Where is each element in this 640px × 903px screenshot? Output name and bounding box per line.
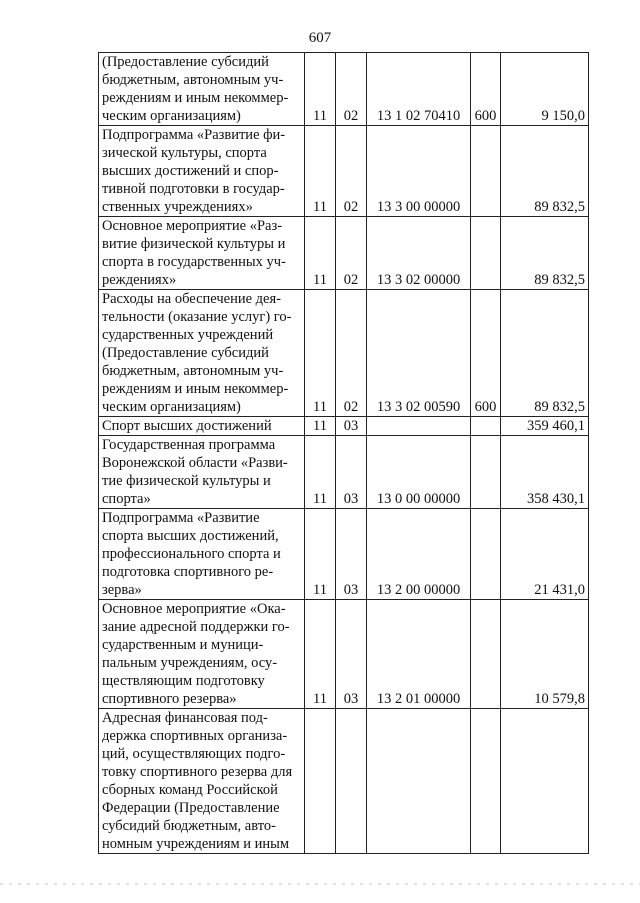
- section-code-cell: 11: [305, 290, 336, 417]
- expense-type-cell: [471, 217, 501, 290]
- subsection-code-cell: 02: [336, 217, 367, 290]
- subsection-code-cell: 03: [336, 509, 367, 600]
- section-code-cell: 11: [305, 53, 336, 126]
- subsection-code-cell: 02: [336, 53, 367, 126]
- table-row: [99, 509, 589, 600]
- row-name-cell: Основное мероприятие «Ока- зание адресной поддержки го- сударственным и муници- пальным учреждениям, осу- ществляющим подготовку спортивного резерва»: [99, 600, 305, 709]
- amount-cell: 89 832,5: [501, 126, 589, 217]
- amount-cell: 359 460,1: [501, 417, 589, 436]
- target-article-cell: 13 0 00 00000: [367, 436, 471, 509]
- table-row: [99, 436, 589, 509]
- subsection-code-cell: 02: [336, 290, 367, 417]
- table-row: [99, 600, 589, 709]
- scan-noise-line: [0, 883, 640, 885]
- target-article-cell: 13 3 02 00000: [367, 217, 471, 290]
- section-code-cell: 11: [305, 217, 336, 290]
- row-name-cell: Подпрограмма «Развитие спорта высших достижений, профессионального спорта и подготовка спортивного ре- зерва»: [99, 509, 305, 600]
- amount-cell: [501, 709, 589, 854]
- amount-cell: 9 150,0: [501, 53, 589, 126]
- expense-type-cell: 600: [471, 53, 501, 126]
- target-article-cell: 13 3 00 00000: [367, 126, 471, 217]
- row-name-cell: Расходы на обеспечение дея- тельности (оказание услуг) го- сударственных учреждений (Предоставление субсидий бюджетным, автономным уч- реждениям и иным некоммер- ческим организациям): [99, 290, 305, 417]
- expense-type-cell: [471, 509, 501, 600]
- target-article-cell: 13 2 00 00000: [367, 509, 471, 600]
- row-name-cell: Основное мероприятие «Раз- витие физической культуры и спорта в государственных уч- реждениях»: [99, 217, 305, 290]
- amount-cell: 89 832,5: [501, 290, 589, 417]
- target-article-cell: 13 2 01 00000: [367, 600, 471, 709]
- amount-cell: 10 579,8: [501, 600, 589, 709]
- section-code-cell: 11: [305, 436, 336, 509]
- expense-type-cell: 600: [471, 290, 501, 417]
- subsection-code-cell: 03: [336, 417, 367, 436]
- amount-cell: 21 431,0: [501, 509, 589, 600]
- table-row: [99, 53, 589, 126]
- page-number: 607: [308, 30, 332, 46]
- section-code-cell: 11: [305, 126, 336, 217]
- table-row: [99, 290, 589, 417]
- subsection-code-cell: 03: [336, 600, 367, 709]
- amount-cell: 358 430,1: [501, 436, 589, 509]
- target-article-cell: [367, 709, 471, 854]
- section-code-cell: 11: [305, 417, 336, 436]
- subsection-code-cell: 03: [336, 436, 367, 509]
- row-name-cell: Подпрограмма «Развитие фи- зической культуры, спорта высших достижений и спор- тивной подготовки в государ- ственных учреждениях»: [99, 126, 305, 217]
- row-name-cell: Адресная финансовая под- держка спортивных организа- ций, осуществляющих подго- товку спортивного резерва для сборных команд Российской Федерации (Предоставление субсидий бюджетным, авто- номным учреждениям и иным: [99, 709, 305, 854]
- expense-type-cell: [471, 126, 501, 217]
- expense-type-cell: [471, 436, 501, 509]
- section-code-cell: [305, 709, 336, 854]
- target-article-cell: 13 3 02 00590: [367, 290, 471, 417]
- table-row: [99, 126, 589, 217]
- table-row: [99, 709, 589, 854]
- amount-cell: 89 832,5: [501, 217, 589, 290]
- expense-type-cell: [471, 709, 501, 854]
- section-code-cell: 11: [305, 600, 336, 709]
- subsection-code-cell: [336, 709, 367, 854]
- table-row: [99, 417, 589, 436]
- target-article-cell: [367, 417, 471, 436]
- table-row: [99, 217, 589, 290]
- row-name-cell: Спорт высших достижений: [99, 417, 305, 436]
- row-name-cell: (Предоставление субсидий бюджетным, автономным уч- реждениям и иным некоммер- ческим организациям): [99, 53, 305, 126]
- subsection-code-cell: 02: [336, 126, 367, 217]
- expense-type-cell: [471, 600, 501, 709]
- budget-table: [98, 52, 589, 854]
- target-article-cell: 13 1 02 70410: [367, 53, 471, 126]
- expense-type-cell: [471, 417, 501, 436]
- section-code-cell: 11: [305, 509, 336, 600]
- row-name-cell: Государственная программа Воронежской области «Разви- тие физической культуры и спорта»: [99, 436, 305, 509]
